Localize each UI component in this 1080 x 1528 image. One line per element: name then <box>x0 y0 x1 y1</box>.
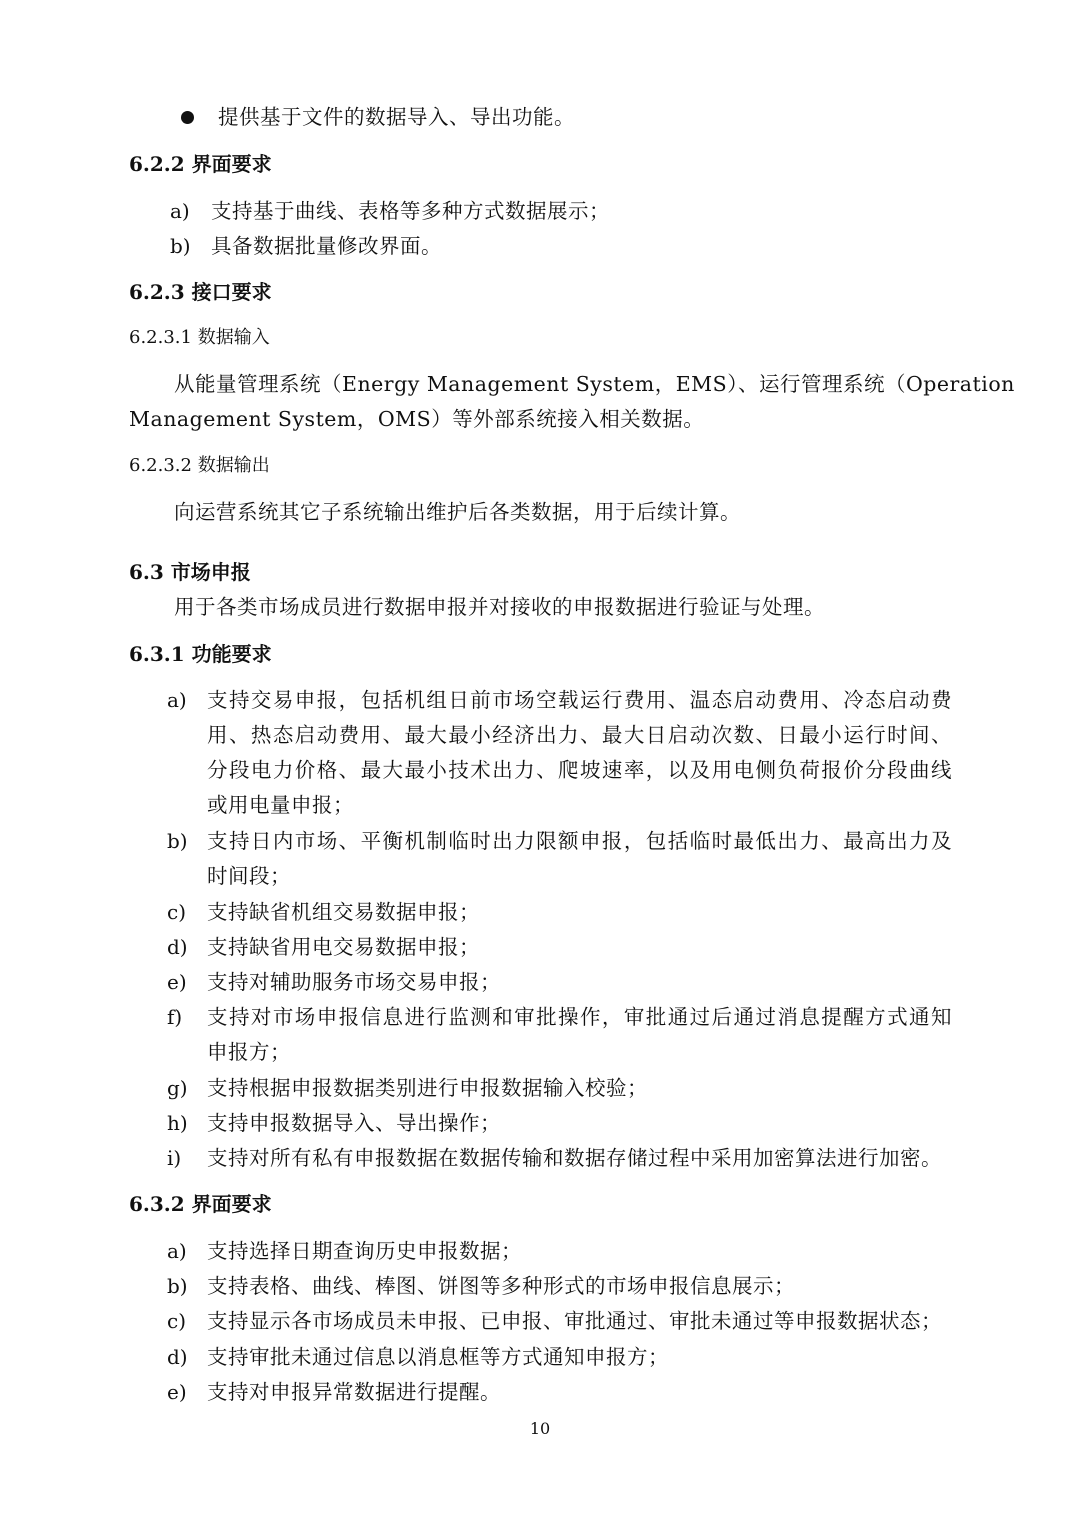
heading-6-2-3: 6.2.3 接口要求 <box>129 280 272 304</box>
list-item: 支持交易申报，包括机组日前市场空载运行费用、温态启动费用、冷态启动费 <box>207 688 952 712</box>
list-marker: a) <box>167 688 187 712</box>
heading-6-2-3-1: 6.2.3.1 数据输入 <box>129 327 270 348</box>
bullet-icon <box>181 111 194 124</box>
list-item: 支持基于曲线、表格等多种方式数据展示； <box>211 199 610 223</box>
list-item: 用、热态启动费用、最大最小经济出力、最大日启动次数、日最小运行时间、 <box>207 723 952 747</box>
list-item: 支持对辅助服务市场交易申报； <box>207 970 501 994</box>
heading-6-3: 6.3 市场申报 <box>129 560 251 584</box>
list-marker: e) <box>167 1380 187 1404</box>
list-item: 支持选择日期查询历史申报数据； <box>207 1239 522 1263</box>
list-item: 分段电力价格、最大最小技术出力、爬坡速率，以及用电侧负荷报价分段曲线 <box>207 758 952 782</box>
paragraph-line: 从能量管理系统（Energy Management System，EMS）、运行管理系统（Operation <box>174 372 1015 396</box>
list-marker: c) <box>167 900 187 924</box>
list-item: 具备数据批量修改界面。 <box>211 234 442 258</box>
heading-6-2-2: 6.2.2 界面要求 <box>129 152 272 176</box>
list-item: 支持对市场申报信息进行监测和审批操作，审批通过后通过消息提醒方式通知 <box>207 1005 952 1029</box>
list-item: 支持缺省用电交易数据申报； <box>207 935 480 959</box>
list-marker: a) <box>167 1239 187 1263</box>
paragraph-line: 向运营系统其它子系统输出维护后各类数据，用于后续计算。 <box>174 500 741 524</box>
list-marker: d) <box>167 935 188 959</box>
list-marker: f) <box>167 1005 183 1029</box>
bullet-text: 提供基于文件的数据导入、导出功能。 <box>218 105 575 129</box>
list-marker: g) <box>167 1076 188 1100</box>
list-marker: i) <box>167 1146 182 1170</box>
list-item: 支持日内市场、平衡机制临时出力限额申报，包括临时最低出力、最高出力及 <box>207 829 952 853</box>
paragraph-line: Management System，OMS）等外部系统接入相关数据。 <box>129 407 705 431</box>
list-item: 支持显示各市场成员未申报、已申报、审批通过、审批未通过等申报数据状态； <box>207 1309 942 1333</box>
list-marker: d) <box>167 1345 188 1369</box>
list-marker: c) <box>167 1309 187 1333</box>
section-description: 用于各类市场成员进行数据申报并对接收的申报数据进行验证与处理。 <box>174 595 825 619</box>
page-number: 10 <box>529 1419 551 1438</box>
list-marker: e) <box>167 970 187 994</box>
list-item: 支持申报数据导入、导出操作； <box>207 1111 501 1135</box>
heading-6-2-3-2: 6.2.3.2 数据输出 <box>129 455 270 476</box>
list-marker: b) <box>167 1274 188 1298</box>
heading-6-3-2: 6.3.2 界面要求 <box>129 1192 272 1216</box>
list-item: 支持对申报异常数据进行提醒。 <box>207 1380 501 1404</box>
list-marker: b) <box>170 234 191 258</box>
heading-6-3-1: 6.3.1 功能要求 <box>129 642 272 666</box>
list-item: 支持表格、曲线、棒图、饼图等多种形式的市场申报信息展示； <box>207 1274 795 1298</box>
list-item: 或用电量申报； <box>207 793 354 817</box>
list-marker: b) <box>167 829 188 853</box>
list-item: 支持根据申报数据类别进行申报数据输入校验； <box>207 1076 648 1100</box>
list-item: 支持缺省机组交易数据申报； <box>207 900 480 924</box>
list-item: 支持对所有私有申报数据在数据传输和数据存储过程中采用加密算法进行加密。 <box>207 1146 942 1170</box>
list-item: 申报方； <box>207 1040 291 1064</box>
list-item: 时间段； <box>207 864 291 888</box>
list-marker: h) <box>167 1111 188 1135</box>
list-item: 支持审批未通过信息以消息框等方式通知申报方； <box>207 1345 669 1369</box>
list-marker: a) <box>170 199 190 223</box>
